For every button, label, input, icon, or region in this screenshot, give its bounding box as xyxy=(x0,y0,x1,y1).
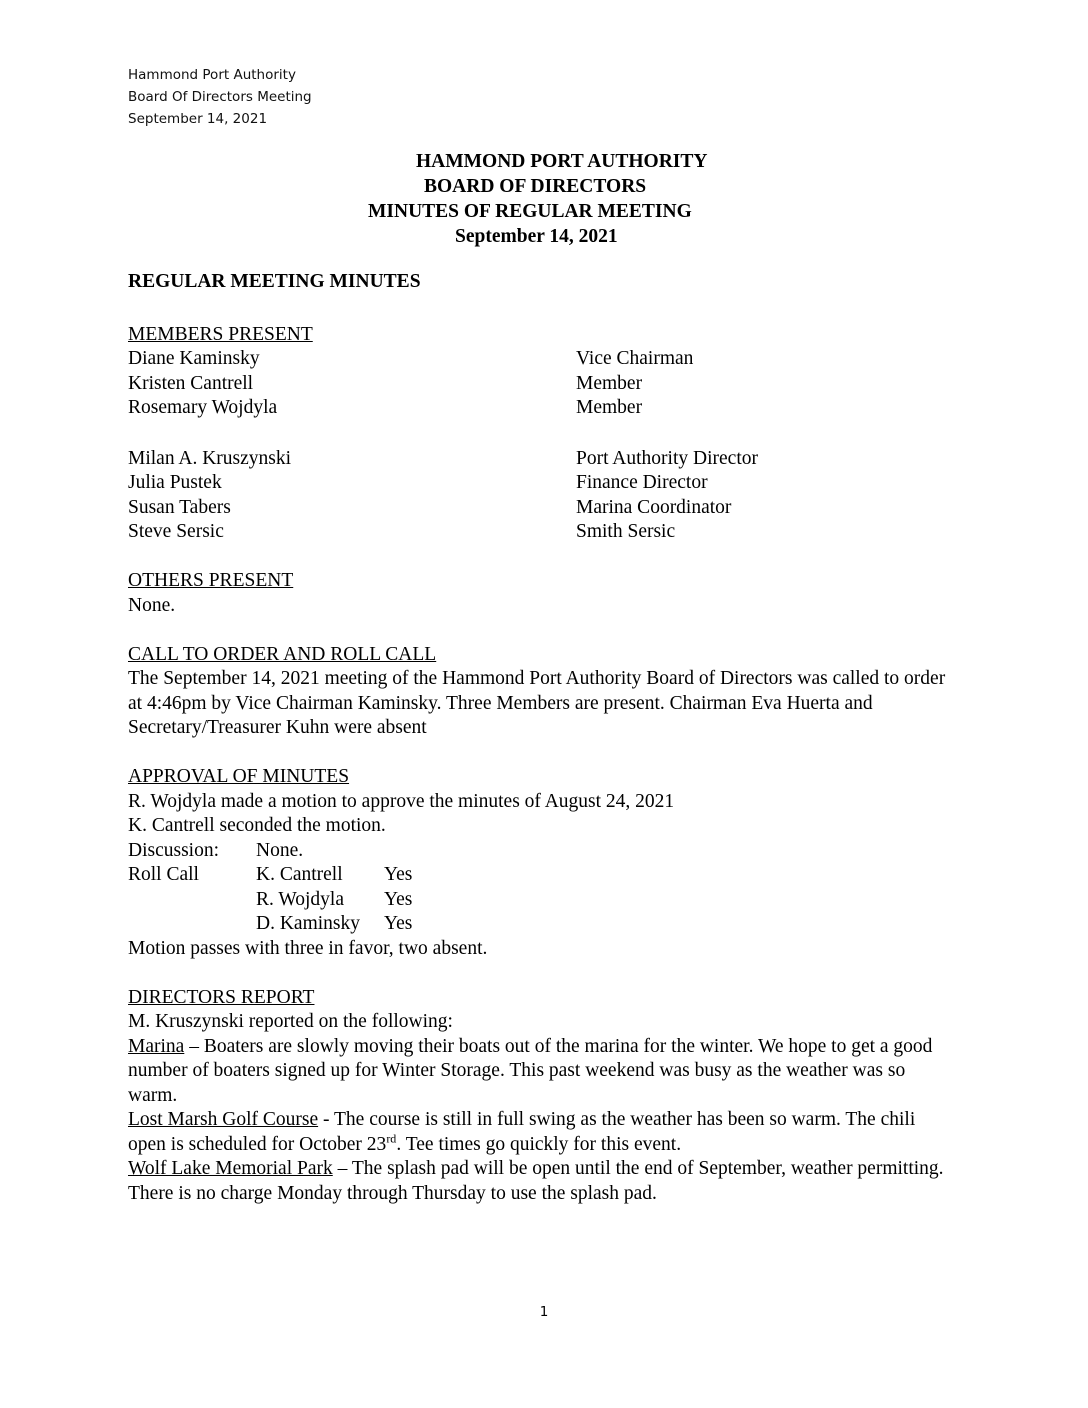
marina-text: – Boaters are slowly moving their boats out of the marina for the winter. We hope to get a good number of boaters signed up for Winter Storage. This past weekend was busy as the weather was so warm. xyxy=(128,1035,933,1106)
call-to-order-text: The September 14, 2021 meeting of the Hammond Port Authority Board of Directors was called to order at 4:46pm by Vice Chairman Kaminsky. Three Members are present. Chairman Eva Huerta and Secretary/Treasurer Kuhn were absent xyxy=(128,668,946,738)
discussion-row xyxy=(128,839,958,864)
page-number: 1 xyxy=(539,1304,549,1320)
discussion-value: None. xyxy=(256,839,304,861)
park-label: Wolf Lake Memorial Park xyxy=(128,1158,333,1179)
call-to-order-section xyxy=(128,643,958,741)
member-name: Diane Kaminsky xyxy=(128,348,260,369)
header-organization: Hammond Port Authority xyxy=(128,67,296,83)
golf-superscript: rd xyxy=(386,1131,397,1145)
marina-paragraph xyxy=(128,1035,958,1109)
motion-text: R. Wojdyla made a motion to approve the minutes of August 24, 2021 xyxy=(128,790,675,812)
running-header xyxy=(128,64,312,130)
park-paragraph xyxy=(128,1157,958,1206)
others-present-section xyxy=(128,569,958,618)
staff-role: Port Authority Director xyxy=(576,447,758,469)
member-role: Member xyxy=(576,397,643,418)
vote-name: R. Wojdyla xyxy=(256,888,344,910)
staff-name: Steve Sersic xyxy=(128,521,224,542)
golf-paragraph xyxy=(128,1108,958,1157)
staff-role: Finance Director xyxy=(576,472,708,493)
header-date: September 14, 2021 xyxy=(128,111,268,127)
vote-name: K. Cantrell xyxy=(256,864,343,885)
second-text: K. Cantrell seconded the motion. xyxy=(128,815,386,836)
staff-row xyxy=(128,471,958,496)
golf-text: - The course is still in full swing as the weather has been so warm. The chili open is scheduled for October 23 xyxy=(128,1109,916,1155)
roll-call-row xyxy=(128,888,958,913)
roll-call-row xyxy=(128,912,958,937)
member-row xyxy=(128,372,958,397)
others-present-heading: OTHERS PRESENT xyxy=(128,570,294,591)
member-role: Vice Chairman xyxy=(576,348,694,369)
member-name: Kristen Cantrell xyxy=(128,372,254,394)
golf-text-end: . Tee times go quickly for this event. xyxy=(396,1133,682,1155)
vote-value: Yes xyxy=(384,888,413,910)
golf-label: Lost Marsh Golf Course xyxy=(128,1109,319,1130)
vote-value: Yes xyxy=(384,864,413,885)
roll-call-row xyxy=(128,863,958,888)
staff-name: Julia Pustek xyxy=(128,472,222,493)
staff-name: Susan Tabers xyxy=(128,496,231,518)
member-name: Rosemary Wojdyla xyxy=(128,397,278,418)
header-meeting: Board Of Directors Meeting xyxy=(128,89,312,105)
vote-value: Yes xyxy=(384,913,413,934)
member-row xyxy=(128,347,958,372)
staff-row xyxy=(128,447,958,472)
members-present-section xyxy=(128,323,958,545)
staff-name: Milan A. Kruszynski xyxy=(128,447,292,469)
directors-report-intro: M. Kruszynski reported on the following: xyxy=(128,1011,453,1032)
approval-heading: APPROVAL OF MINUTES xyxy=(128,766,350,787)
staff-row xyxy=(128,496,958,521)
document-body xyxy=(128,270,958,1206)
directors-report-heading: DIRECTORS REPORT xyxy=(128,986,315,1008)
members-present-heading: MEMBERS PRESENT xyxy=(128,323,313,345)
discussion-label: Discussion: xyxy=(128,839,220,861)
marina-label: Marina xyxy=(128,1035,185,1057)
staff-role: Smith Sersic xyxy=(576,521,676,542)
park-text: – The splash pad will be open until the end of September, weather permitting. There is no charge Monday through Thursday to use the splash pad. xyxy=(128,1158,944,1204)
section-title: REGULAR MEETING MINUTES xyxy=(128,271,421,292)
title-line-4: September 14, 2021 xyxy=(455,226,618,247)
roll-call-label: Roll Call xyxy=(128,864,199,885)
staff-role: Marina Coordinator xyxy=(576,496,732,518)
approval-section xyxy=(128,765,958,961)
directors-report-section xyxy=(128,986,958,1207)
vote-name: D. Kaminsky xyxy=(256,913,360,934)
call-to-order-heading: CALL TO ORDER AND ROLL CALL xyxy=(128,643,437,665)
member-role: Member xyxy=(576,372,643,394)
title-line-1: HAMMOND PORT AUTHORITY xyxy=(416,151,708,172)
others-present-text: None. xyxy=(128,594,176,616)
title-line-2: BOARD OF DIRECTORS xyxy=(424,176,647,197)
motion-result: Motion passes with three in favor, two absent. xyxy=(128,937,488,959)
staff-row xyxy=(128,520,958,545)
title-line-3: MINUTES OF REGULAR MEETING xyxy=(368,201,692,222)
member-row xyxy=(128,396,958,421)
